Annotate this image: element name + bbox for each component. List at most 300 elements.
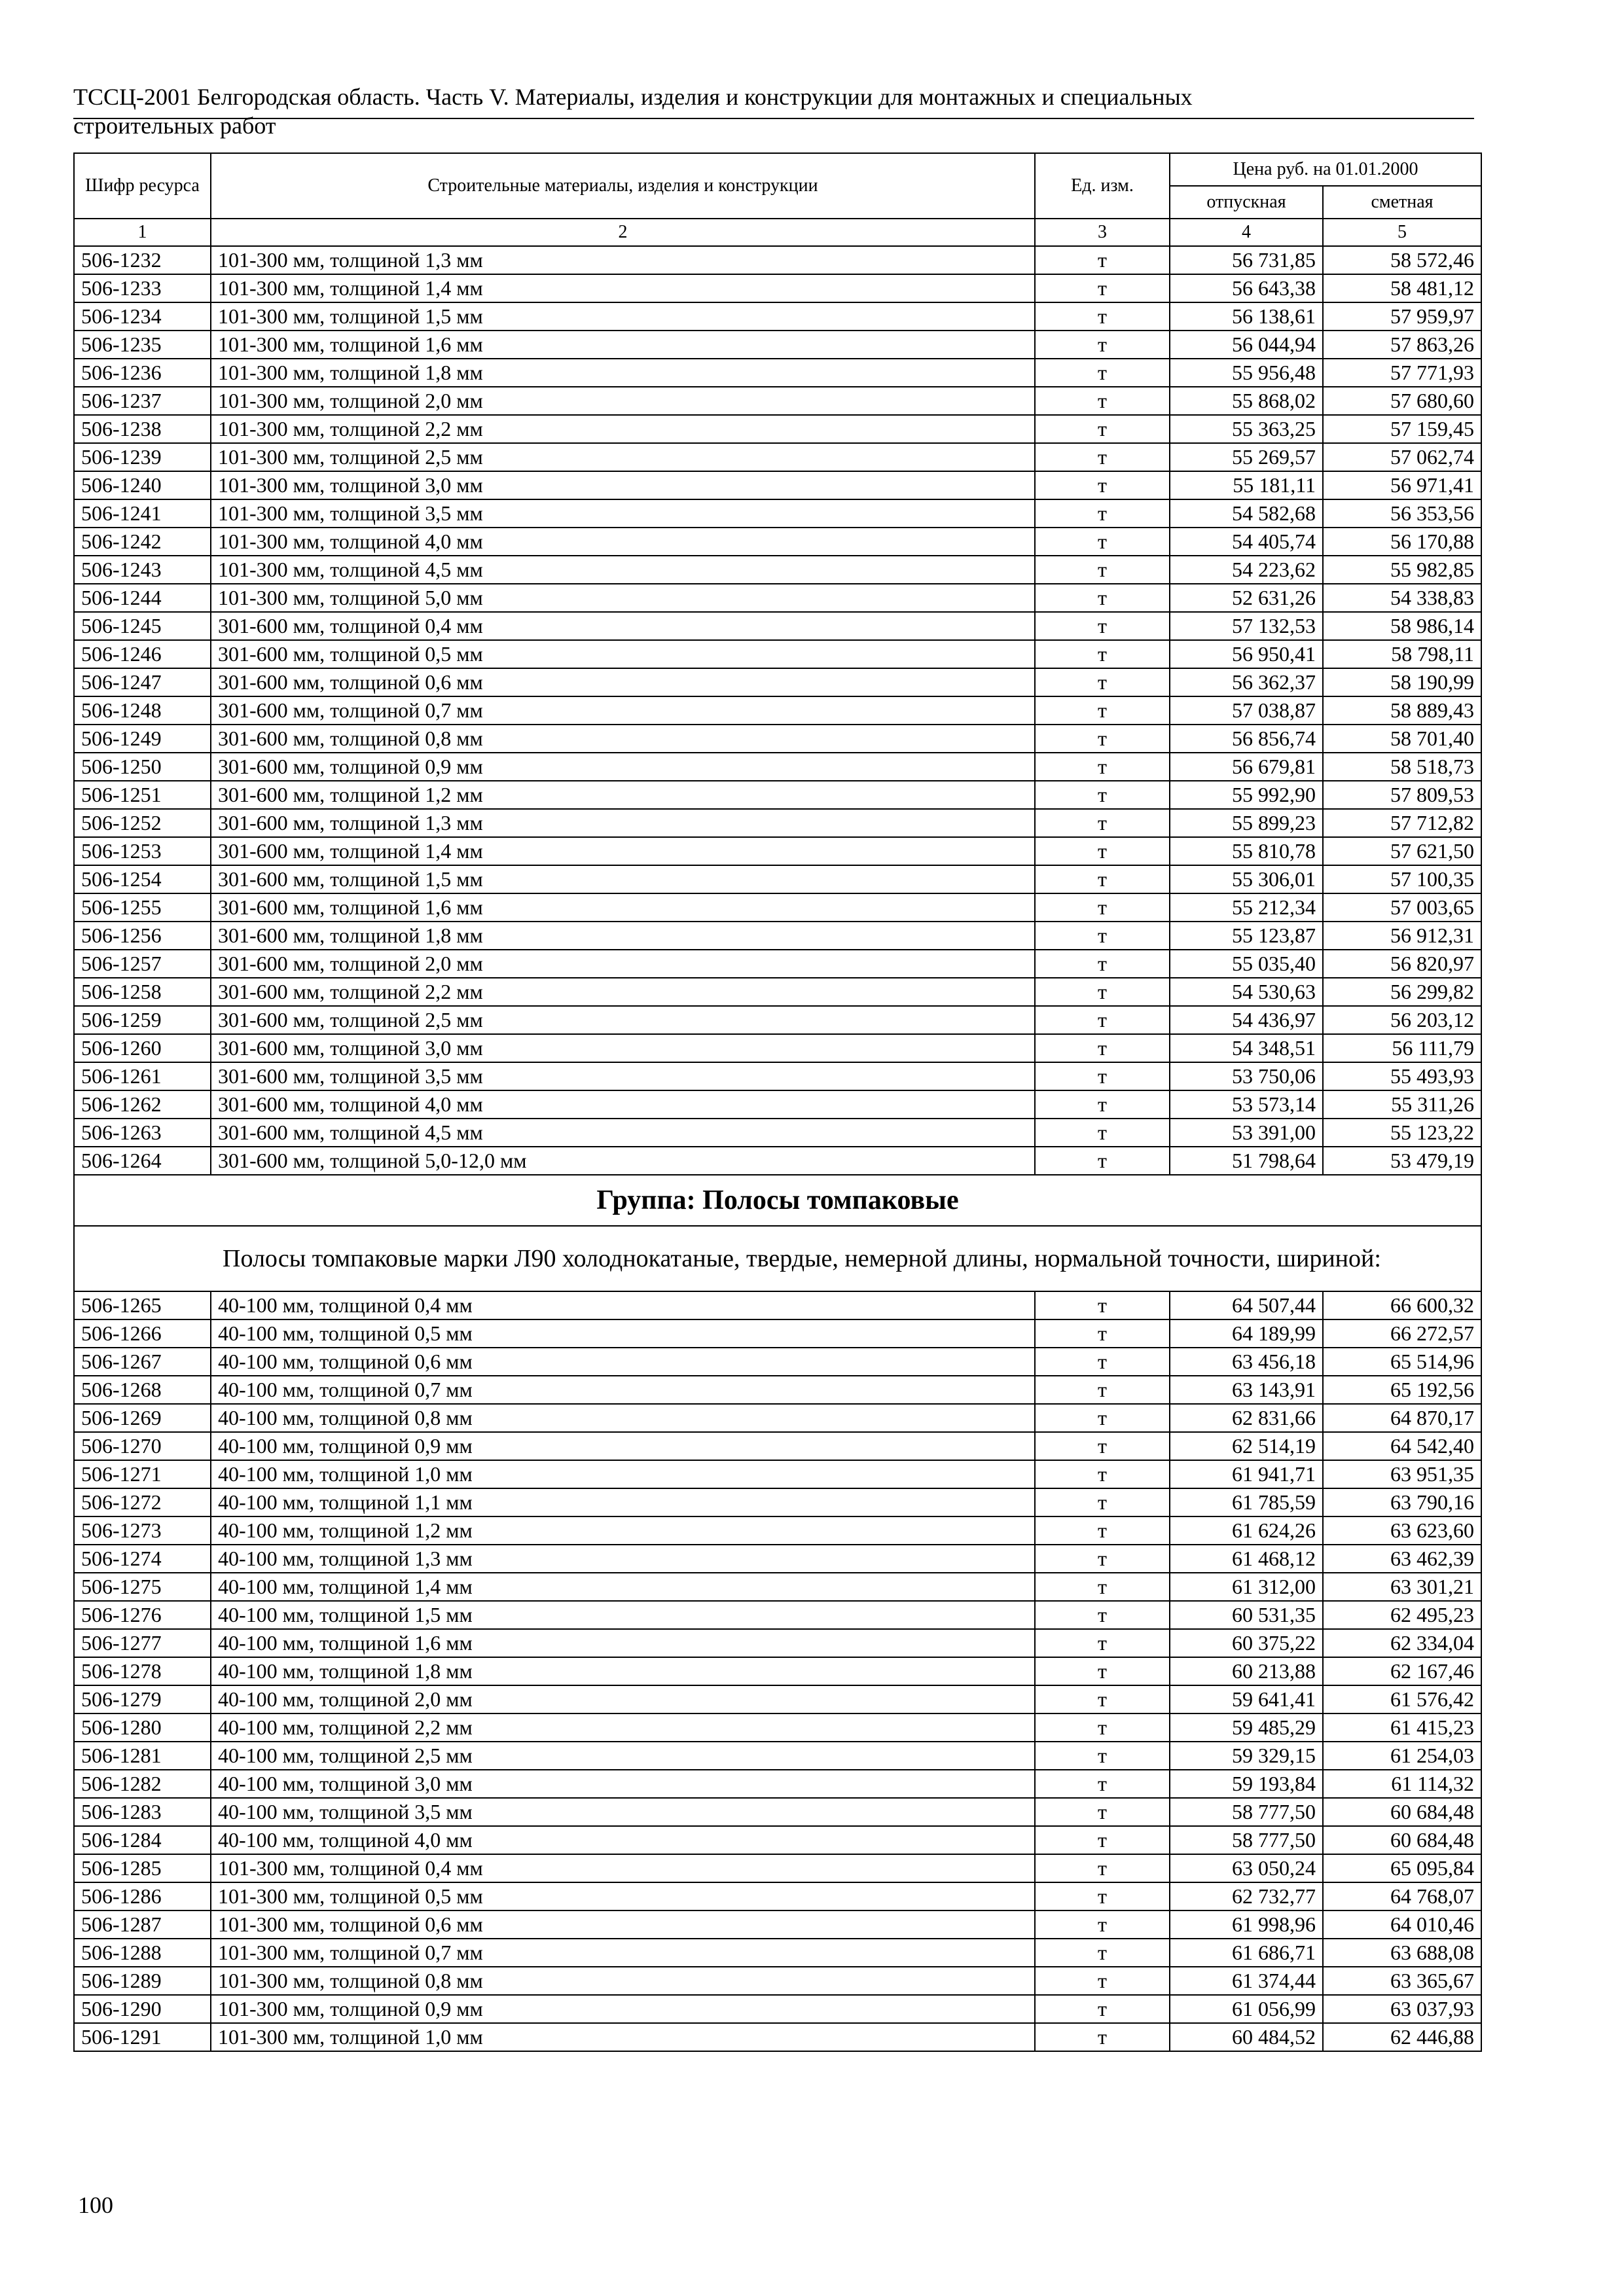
- table-row: [74, 1376, 1481, 1404]
- material-description: 301-600 мм, толщиной 0,4 мм: [211, 612, 1035, 640]
- release-price: 60 213,88: [1170, 1657, 1323, 1685]
- unit: т: [1035, 1601, 1170, 1629]
- release-price: 56 362,37: [1170, 668, 1323, 696]
- table-row: [74, 387, 1481, 415]
- estimate-price: 64 010,46: [1323, 1910, 1481, 1939]
- estimate-price: 56 971,41: [1323, 471, 1481, 499]
- resource-code: 506-1249: [74, 725, 211, 753]
- material-description: 101-300 мм, толщиной 5,0 мм: [211, 584, 1035, 612]
- table-row: [74, 1629, 1481, 1657]
- resource-code: 506-1262: [74, 1090, 211, 1119]
- table-row: [74, 950, 1481, 978]
- material-description: 40-100 мм, толщиной 0,5 мм: [211, 1319, 1035, 1348]
- material-description: 40-100 мм, толщиной 0,9 мм: [211, 1432, 1035, 1460]
- estimate-price: 57 771,93: [1323, 359, 1481, 387]
- estimate-price: 57 959,97: [1323, 302, 1481, 331]
- estimate-price: 58 481,12: [1323, 274, 1481, 302]
- col-header-release-price: отпускная: [1170, 186, 1323, 219]
- table-row: [74, 1348, 1481, 1376]
- col-number: 5: [1323, 219, 1481, 246]
- estimate-price: 56 820,97: [1323, 950, 1481, 978]
- resource-code: 506-1284: [74, 1826, 211, 1854]
- resource-code: 506-1268: [74, 1376, 211, 1404]
- unit: т: [1035, 781, 1170, 809]
- release-price: 51 798,64: [1170, 1147, 1323, 1175]
- unit: т: [1035, 1657, 1170, 1685]
- table-row: [74, 1798, 1481, 1826]
- table-row: [74, 837, 1481, 865]
- material-description: 40-100 мм, толщиной 1,0 мм: [211, 1460, 1035, 1488]
- table-row: [74, 809, 1481, 837]
- table-row: [74, 922, 1481, 950]
- resource-code: 506-1232: [74, 246, 211, 274]
- unit: т: [1035, 302, 1170, 331]
- release-price: 54 348,51: [1170, 1034, 1323, 1062]
- header-title-line2: строительных работ: [73, 113, 276, 139]
- release-price: 58 777,50: [1170, 1826, 1323, 1854]
- resource-code: 506-1255: [74, 893, 211, 922]
- col-header-price: Цена руб. на 01.01.2000: [1170, 153, 1481, 186]
- unit: т: [1035, 1770, 1170, 1798]
- unit: т: [1035, 471, 1170, 499]
- material-description: 40-100 мм, толщиной 1,6 мм: [211, 1629, 1035, 1657]
- material-description: 301-600 мм, толщиной 4,0 мм: [211, 1090, 1035, 1119]
- table-row: [74, 865, 1481, 893]
- release-price: 61 785,59: [1170, 1488, 1323, 1516]
- resource-code: 506-1245: [74, 612, 211, 640]
- estimate-price: 56 912,31: [1323, 922, 1481, 950]
- release-price: 55 868,02: [1170, 387, 1323, 415]
- col-number: 4: [1170, 219, 1323, 246]
- release-price: 56 731,85: [1170, 246, 1323, 274]
- unit: т: [1035, 1545, 1170, 1573]
- release-price: 55 810,78: [1170, 837, 1323, 865]
- resource-code: 506-1265: [74, 1291, 211, 1319]
- unit: т: [1035, 1516, 1170, 1545]
- material-description: 301-600 мм, толщиной 2,5 мм: [211, 1006, 1035, 1034]
- estimate-price: 56 111,79: [1323, 1034, 1481, 1062]
- table-row: [74, 1995, 1481, 2023]
- release-price: 52 631,26: [1170, 584, 1323, 612]
- table-row: [74, 1713, 1481, 1742]
- release-price: 61 941,71: [1170, 1460, 1323, 1488]
- release-price: 56 044,94: [1170, 331, 1323, 359]
- resource-code: 506-1267: [74, 1348, 211, 1376]
- table-row: [74, 471, 1481, 499]
- unit: т: [1035, 387, 1170, 415]
- resource-code: 506-1264: [74, 1147, 211, 1175]
- material-description: 101-300 мм, толщиной 0,5 мм: [211, 1882, 1035, 1910]
- unit: т: [1035, 584, 1170, 612]
- table-row: [74, 1685, 1481, 1713]
- material-description: 101-300 мм, толщиной 4,0 мм: [211, 528, 1035, 556]
- estimate-price: 60 684,48: [1323, 1798, 1481, 1826]
- resource-code: 506-1261: [74, 1062, 211, 1090]
- release-price: 58 777,50: [1170, 1798, 1323, 1826]
- resource-code: 506-1269: [74, 1404, 211, 1432]
- material-description: 40-100 мм, толщиной 0,7 мм: [211, 1376, 1035, 1404]
- resource-code: 506-1276: [74, 1601, 211, 1629]
- estimate-price: 57 680,60: [1323, 387, 1481, 415]
- estimate-price: 64 542,40: [1323, 1432, 1481, 1460]
- unit: т: [1035, 1882, 1170, 1910]
- release-price: 55 212,34: [1170, 893, 1323, 922]
- unit: т: [1035, 2023, 1170, 2051]
- unit: т: [1035, 640, 1170, 668]
- table-row: [74, 668, 1481, 696]
- material-description: 301-600 мм, толщиной 1,8 мм: [211, 922, 1035, 950]
- material-description: 101-300 мм, толщиной 0,8 мм: [211, 1967, 1035, 1995]
- estimate-price: 58 701,40: [1323, 725, 1481, 753]
- resource-code: 506-1236: [74, 359, 211, 387]
- group-subtitle-row: [74, 1226, 1481, 1291]
- release-price: 55 123,87: [1170, 922, 1323, 950]
- resource-code: 506-1254: [74, 865, 211, 893]
- material-description: 40-100 мм, толщиной 3,5 мм: [211, 1798, 1035, 1826]
- estimate-price: 54 338,83: [1323, 584, 1481, 612]
- estimate-price: 56 203,12: [1323, 1006, 1481, 1034]
- resource-code: 506-1285: [74, 1854, 211, 1882]
- release-price: 54 530,63: [1170, 978, 1323, 1006]
- unit: т: [1035, 1432, 1170, 1460]
- table-row: [74, 302, 1481, 331]
- material-description: 101-300 мм, толщиной 1,0 мм: [211, 2023, 1035, 2051]
- material-description: 301-600 мм, толщиной 0,9 мм: [211, 753, 1035, 781]
- estimate-price: 66 600,32: [1323, 1291, 1481, 1319]
- release-price: 55 992,90: [1170, 781, 1323, 809]
- resource-code: 506-1257: [74, 950, 211, 978]
- unit: т: [1035, 1826, 1170, 1854]
- material-description: 40-100 мм, толщиной 4,0 мм: [211, 1826, 1035, 1854]
- unit: т: [1035, 612, 1170, 640]
- estimate-price: 61 415,23: [1323, 1713, 1481, 1742]
- resource-code: 506-1241: [74, 499, 211, 528]
- resource-code: 506-1246: [74, 640, 211, 668]
- table-row: [74, 274, 1481, 302]
- unit: т: [1035, 499, 1170, 528]
- estimate-price: 56 353,56: [1323, 499, 1481, 528]
- estimate-price: 61 576,42: [1323, 1685, 1481, 1713]
- release-price: 59 329,15: [1170, 1742, 1323, 1770]
- estimate-price: 57 100,35: [1323, 865, 1481, 893]
- resource-code: 506-1266: [74, 1319, 211, 1348]
- table-row: [74, 1006, 1481, 1034]
- header-rule: [73, 118, 1474, 119]
- unit: т: [1035, 415, 1170, 443]
- release-price: 62 732,77: [1170, 1882, 1323, 1910]
- release-price: 55 363,25: [1170, 415, 1323, 443]
- estimate-price: 58 518,73: [1323, 753, 1481, 781]
- release-price: 53 391,00: [1170, 1119, 1323, 1147]
- table-row: [74, 246, 1481, 274]
- table-row: [74, 1062, 1481, 1090]
- price-table: [73, 152, 1482, 2052]
- estimate-price: 58 190,99: [1323, 668, 1481, 696]
- material-description: 301-600 мм, толщиной 4,5 мм: [211, 1119, 1035, 1147]
- release-price: 54 223,62: [1170, 556, 1323, 584]
- estimate-price: 62 167,46: [1323, 1657, 1481, 1685]
- table-row: [74, 696, 1481, 725]
- release-price: 56 138,61: [1170, 302, 1323, 331]
- table-row: [74, 1119, 1481, 1147]
- unit: т: [1035, 809, 1170, 837]
- resource-code: 506-1282: [74, 1770, 211, 1798]
- material-description: 40-100 мм, толщиной 0,8 мм: [211, 1404, 1035, 1432]
- material-description: 301-600 мм, толщиной 1,6 мм: [211, 893, 1035, 922]
- resource-code: 506-1274: [74, 1545, 211, 1573]
- material-description: 101-300 мм, толщиной 3,0 мм: [211, 471, 1035, 499]
- material-description: 101-300 мм, толщиной 1,6 мм: [211, 331, 1035, 359]
- unit: т: [1035, 359, 1170, 387]
- material-description: 101-300 мм, толщиной 2,2 мм: [211, 415, 1035, 443]
- unit: т: [1035, 1573, 1170, 1601]
- material-description: 101-300 мм, толщиной 4,5 мм: [211, 556, 1035, 584]
- table-row: [74, 1147, 1481, 1175]
- material-description: 40-100 мм, толщиной 2,5 мм: [211, 1742, 1035, 1770]
- group-subtitle-spacer: [74, 1226, 211, 1291]
- table-row: [74, 1601, 1481, 1629]
- unit: т: [1035, 528, 1170, 556]
- unit: т: [1035, 1034, 1170, 1062]
- resource-code: 506-1263: [74, 1119, 211, 1147]
- estimate-price: 53 479,19: [1323, 1147, 1481, 1175]
- resource-code: 506-1237: [74, 387, 211, 415]
- resource-code: 506-1270: [74, 1432, 211, 1460]
- unit: т: [1035, 556, 1170, 584]
- resource-code: 506-1287: [74, 1910, 211, 1939]
- resource-code: 506-1235: [74, 331, 211, 359]
- estimate-price: 63 462,39: [1323, 1545, 1481, 1573]
- release-price: 56 950,41: [1170, 640, 1323, 668]
- table-row: [74, 499, 1481, 528]
- estimate-price: 63 790,16: [1323, 1488, 1481, 1516]
- estimate-price: 57 159,45: [1323, 415, 1481, 443]
- release-price: 55 899,23: [1170, 809, 1323, 837]
- table-row: [74, 1432, 1481, 1460]
- unit: т: [1035, 1062, 1170, 1090]
- release-price: 61 056,99: [1170, 1995, 1323, 2023]
- estimate-price: 57 003,65: [1323, 893, 1481, 922]
- estimate-price: 62 334,04: [1323, 1629, 1481, 1657]
- material-description: 40-100 мм, толщиной 1,8 мм: [211, 1657, 1035, 1685]
- table-body-part2: [74, 1291, 1481, 2051]
- material-description: 40-100 мм, толщиной 1,3 мм: [211, 1545, 1035, 1573]
- estimate-price: 63 951,35: [1323, 1460, 1481, 1488]
- resource-code: 506-1258: [74, 978, 211, 1006]
- material-description: 40-100 мм, толщиной 1,4 мм: [211, 1573, 1035, 1601]
- unit: т: [1035, 1967, 1170, 1995]
- unit: т: [1035, 1006, 1170, 1034]
- release-price: 61 374,44: [1170, 1967, 1323, 1995]
- estimate-price: 57 809,53: [1323, 781, 1481, 809]
- unit: т: [1035, 1090, 1170, 1119]
- resource-code: 506-1277: [74, 1629, 211, 1657]
- unit: т: [1035, 1376, 1170, 1404]
- unit: т: [1035, 978, 1170, 1006]
- unit: т: [1035, 1742, 1170, 1770]
- col-number: 3: [1035, 219, 1170, 246]
- release-price: 57 132,53: [1170, 612, 1323, 640]
- estimate-price: 64 768,07: [1323, 1882, 1481, 1910]
- table-row: [74, 1291, 1481, 1319]
- release-price: 63 456,18: [1170, 1348, 1323, 1376]
- material-description: 40-100 мм, толщиной 2,0 мм: [211, 1685, 1035, 1713]
- estimate-price: 58 889,43: [1323, 696, 1481, 725]
- material-description: 301-600 мм, толщиной 0,6 мм: [211, 668, 1035, 696]
- material-description: 301-600 мм, толщиной 3,0 мм: [211, 1034, 1035, 1062]
- estimate-price: 58 798,11: [1323, 640, 1481, 668]
- resource-code: 506-1238: [74, 415, 211, 443]
- material-description: 40-100 мм, толщиной 1,1 мм: [211, 1488, 1035, 1516]
- unit: т: [1035, 1460, 1170, 1488]
- release-price: 61 998,96: [1170, 1910, 1323, 1939]
- col-header-estimate-price: сметная: [1323, 186, 1481, 219]
- resource-code: 506-1259: [74, 1006, 211, 1034]
- material-description: 301-600 мм, толщиной 0,7 мм: [211, 696, 1035, 725]
- material-description: 40-100 мм, толщиной 1,2 мм: [211, 1516, 1035, 1545]
- release-price: 62 514,19: [1170, 1432, 1323, 1460]
- estimate-price: 65 514,96: [1323, 1348, 1481, 1376]
- resource-code: 506-1243: [74, 556, 211, 584]
- estimate-price: 64 870,17: [1323, 1404, 1481, 1432]
- release-price: 56 679,81: [1170, 753, 1323, 781]
- resource-code: 506-1250: [74, 753, 211, 781]
- resource-code: 506-1234: [74, 302, 211, 331]
- unit: т: [1035, 1119, 1170, 1147]
- table-row: [74, 443, 1481, 471]
- document-header: [73, 82, 1474, 140]
- release-price: 56 643,38: [1170, 274, 1323, 302]
- estimate-price: 55 982,85: [1323, 556, 1481, 584]
- col-header-name: Строительные материалы, изделия и конструкции: [211, 153, 1035, 219]
- group-subtitle: Полосы томпаковые марки Л90 холоднокатаные, твердые, немерной длины, нормальной точности, шириной:: [211, 1226, 1481, 1291]
- material-description: 101-300 мм, толщиной 1,8 мм: [211, 359, 1035, 387]
- table-row: [74, 1319, 1481, 1348]
- estimate-price: 63 623,60: [1323, 1516, 1481, 1545]
- material-description: 40-100 мм, толщиной 1,5 мм: [211, 1601, 1035, 1629]
- release-price: 60 484,52: [1170, 2023, 1323, 2051]
- estimate-price: 57 062,74: [1323, 443, 1481, 471]
- table-row: [74, 2023, 1481, 2051]
- table-row: [74, 1742, 1481, 1770]
- unit: т: [1035, 1488, 1170, 1516]
- resource-code: 506-1288: [74, 1939, 211, 1967]
- col-header-code: Шифр ресурса: [74, 153, 211, 219]
- estimate-price: 63 365,67: [1323, 1967, 1481, 1995]
- table-row: [74, 978, 1481, 1006]
- material-description: 301-600 мм, толщиной 2,0 мм: [211, 950, 1035, 978]
- table-row: [74, 1573, 1481, 1601]
- material-description: 101-300 мм, толщиной 0,9 мм: [211, 1995, 1035, 2023]
- unit: т: [1035, 1713, 1170, 1742]
- release-price: 53 573,14: [1170, 1090, 1323, 1119]
- release-price: 63 143,91: [1170, 1376, 1323, 1404]
- material-description: 301-600 мм, толщиной 2,2 мм: [211, 978, 1035, 1006]
- material-description: 40-100 мм, толщиной 2,2 мм: [211, 1713, 1035, 1742]
- unit: т: [1035, 1147, 1170, 1175]
- release-price: 60 375,22: [1170, 1629, 1323, 1657]
- unit: т: [1035, 1798, 1170, 1826]
- release-price: 61 312,00: [1170, 1573, 1323, 1601]
- unit: т: [1035, 1629, 1170, 1657]
- resource-code: 506-1271: [74, 1460, 211, 1488]
- resource-code: 506-1290: [74, 1995, 211, 2023]
- unit: т: [1035, 950, 1170, 978]
- unit: т: [1035, 753, 1170, 781]
- estimate-price: 55 123,22: [1323, 1119, 1481, 1147]
- page-number: 100: [78, 2192, 113, 2218]
- material-description: 101-300 мм, толщиной 1,3 мм: [211, 246, 1035, 274]
- table-row: [74, 1882, 1481, 1910]
- table-row: [74, 893, 1481, 922]
- estimate-price: 62 446,88: [1323, 2023, 1481, 2051]
- estimate-price: 60 684,48: [1323, 1826, 1481, 1854]
- estimate-price: 63 688,08: [1323, 1939, 1481, 1967]
- estimate-price: 63 037,93: [1323, 1995, 1481, 2023]
- unit: т: [1035, 696, 1170, 725]
- resource-code: 506-1286: [74, 1882, 211, 1910]
- material-description: 301-600 мм, толщиной 0,5 мм: [211, 640, 1035, 668]
- estimate-price: 62 495,23: [1323, 1601, 1481, 1629]
- material-description: 301-600 мм, толщиной 1,5 мм: [211, 865, 1035, 893]
- resource-code: 506-1289: [74, 1967, 211, 1995]
- unit: т: [1035, 246, 1170, 274]
- material-description: 301-600 мм, толщиной 1,4 мм: [211, 837, 1035, 865]
- table-row: [74, 1967, 1481, 1995]
- estimate-price: 55 311,26: [1323, 1090, 1481, 1119]
- material-description: 101-300 мм, толщиной 1,5 мм: [211, 302, 1035, 331]
- unit: т: [1035, 1291, 1170, 1319]
- unit: т: [1035, 331, 1170, 359]
- material-description: 301-600 мм, толщиной 5,0-12,0 мм: [211, 1147, 1035, 1175]
- resource-code: 506-1247: [74, 668, 211, 696]
- release-price: 63 050,24: [1170, 1854, 1323, 1882]
- material-description: 301-600 мм, толщиной 1,2 мм: [211, 781, 1035, 809]
- estimate-price: 63 301,21: [1323, 1573, 1481, 1601]
- table-row: [74, 1545, 1481, 1573]
- release-price: 57 038,87: [1170, 696, 1323, 725]
- release-price: 59 641,41: [1170, 1685, 1323, 1713]
- resource-code: 506-1260: [74, 1034, 211, 1062]
- estimate-price: 61 254,03: [1323, 1742, 1481, 1770]
- unit: т: [1035, 668, 1170, 696]
- table-row: [74, 1404, 1481, 1432]
- resource-code: 506-1240: [74, 471, 211, 499]
- release-price: 54 582,68: [1170, 499, 1323, 528]
- unit: т: [1035, 274, 1170, 302]
- release-price: 55 956,48: [1170, 359, 1323, 387]
- release-price: 59 485,29: [1170, 1713, 1323, 1742]
- material-description: 101-300 мм, толщиной 0,6 мм: [211, 1910, 1035, 1939]
- material-description: 40-100 мм, толщиной 3,0 мм: [211, 1770, 1035, 1798]
- unit: т: [1035, 1939, 1170, 1967]
- estimate-price: 56 299,82: [1323, 978, 1481, 1006]
- resource-code: 506-1291: [74, 2023, 211, 2051]
- release-price: 61 686,71: [1170, 1939, 1323, 1967]
- table-row: [74, 1516, 1481, 1545]
- resource-code: 506-1248: [74, 696, 211, 725]
- table-row: [74, 1488, 1481, 1516]
- table-row: [74, 1460, 1481, 1488]
- table-row: [74, 1826, 1481, 1854]
- resource-code: 506-1253: [74, 837, 211, 865]
- table-row: [74, 1910, 1481, 1939]
- resource-code: 506-1256: [74, 922, 211, 950]
- material-description: 301-600 мм, толщиной 3,5 мм: [211, 1062, 1035, 1090]
- table-row: [74, 528, 1481, 556]
- unit: т: [1035, 1685, 1170, 1713]
- material-description: 101-300 мм, толщиной 0,7 мм: [211, 1939, 1035, 1967]
